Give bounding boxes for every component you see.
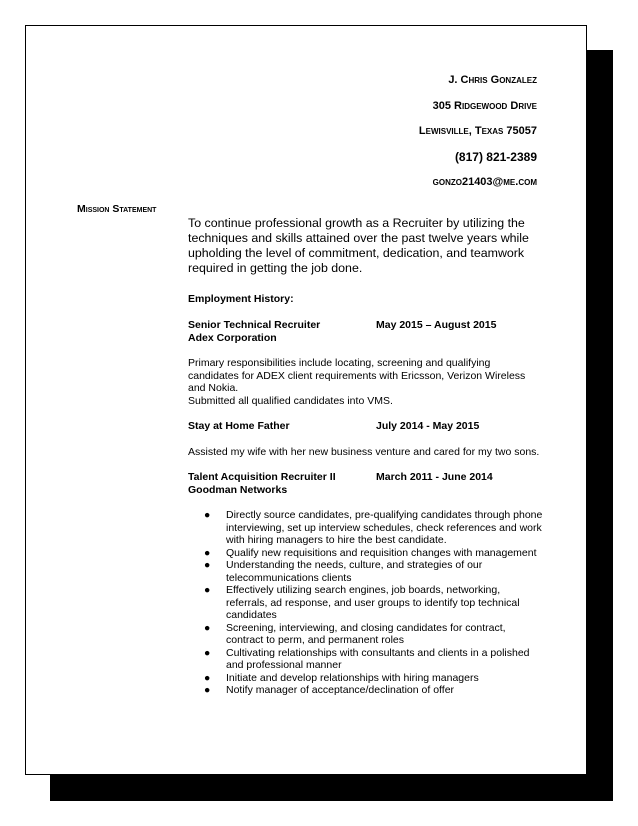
contact-name: J. Chris Gonzalez (448, 74, 537, 86)
mission-text: To continue professional growth as a Recruiter by utilizing the techniques and skills attained over the past twelve years while upholding the level of commitment, dedication, and teamwork required in getting the job done. (188, 216, 529, 275)
resume-body (188, 216, 543, 697)
bullet-icon: ● (204, 684, 211, 696)
job-description: Primary responsibilities include locating, screening and qualifying candidates for ADEX client requirements with Ericsson, Verizon Wireless and Nokia. (188, 357, 526, 394)
job-header (188, 319, 543, 332)
contact-city: Lewisville, Texas 75057 (418, 125, 537, 137)
job-company: Adex Corporation (188, 331, 277, 344)
list-item (188, 584, 543, 622)
resume-page (25, 25, 587, 775)
duty-text: Qualify new requisitions and requisition changes with management (226, 546, 537, 559)
bullet-icon: ● (204, 546, 211, 559)
job-header (188, 420, 543, 433)
list-item (188, 684, 543, 697)
contact-address: 305 Ridgewood Drive (432, 100, 537, 112)
duty-text: Understanding the needs, culture, and strategies of our telecommunications clients (226, 559, 483, 584)
list-item (188, 622, 543, 647)
job-title: Senior Technical Recruiter (188, 319, 321, 331)
duty-text: Directly source candidates, pre-qualifying candidates through phone interviewing, set up interview schedules, check references and work with hiring managers to hire the best candidate. (226, 509, 543, 546)
duties-list (188, 509, 543, 697)
job-title: Talent Acquisition Recruiter II (188, 471, 336, 483)
list-item (188, 647, 543, 672)
list-item (188, 509, 543, 547)
bullet-icon: ● (204, 646, 211, 659)
contact-phone: (817) 821-2389 (454, 150, 537, 164)
list-item (188, 547, 543, 560)
bullet-icon: ● (204, 621, 211, 634)
bullet-icon: ● (204, 509, 211, 521)
contact-email: gonzo21403@me.com (432, 176, 537, 188)
list-item (188, 672, 543, 685)
bullet-icon: ● (204, 584, 211, 596)
job-entry (188, 471, 543, 697)
job-description-extra: Submitted all qualified candidates into VMS. (188, 394, 393, 407)
job-dates: July 2014 - May 2015 (376, 420, 480, 432)
job-company: Goodman Networks (188, 483, 288, 496)
job-dates: May 2015 – August 2015 (376, 319, 497, 331)
list-item (188, 559, 543, 584)
duty-text: Screening, interviewing, and closing candidates for contract, contract to perm, and permanent roles (226, 621, 506, 646)
bullet-icon: ● (204, 559, 211, 571)
job-entry (188, 319, 543, 407)
job-description: Assisted my wife with her new business venture and cared for my two sons. (188, 445, 540, 458)
job-dates: March 2011 - June 2014 (376, 471, 493, 483)
duty-text: Cultivating relationships with consultants and clients in a polished and professional manner (226, 646, 530, 671)
job-entry (188, 420, 543, 458)
duty-text: Notify manager of acceptance/declination of offer (226, 684, 455, 696)
duty-text: Effectively utilizing search engines, job boards, networking, referrals, ad response, and user groups to identify top technical candidates (226, 584, 520, 621)
job-header (188, 471, 543, 484)
employment-heading: Employment History: (188, 293, 294, 305)
job-title: Stay at Home Father (188, 420, 290, 432)
duty-text: Initiate and develop relationships with hiring managers (226, 671, 479, 684)
bullet-icon: ● (204, 671, 211, 684)
mission-heading: Mission Statement (77, 203, 157, 215)
